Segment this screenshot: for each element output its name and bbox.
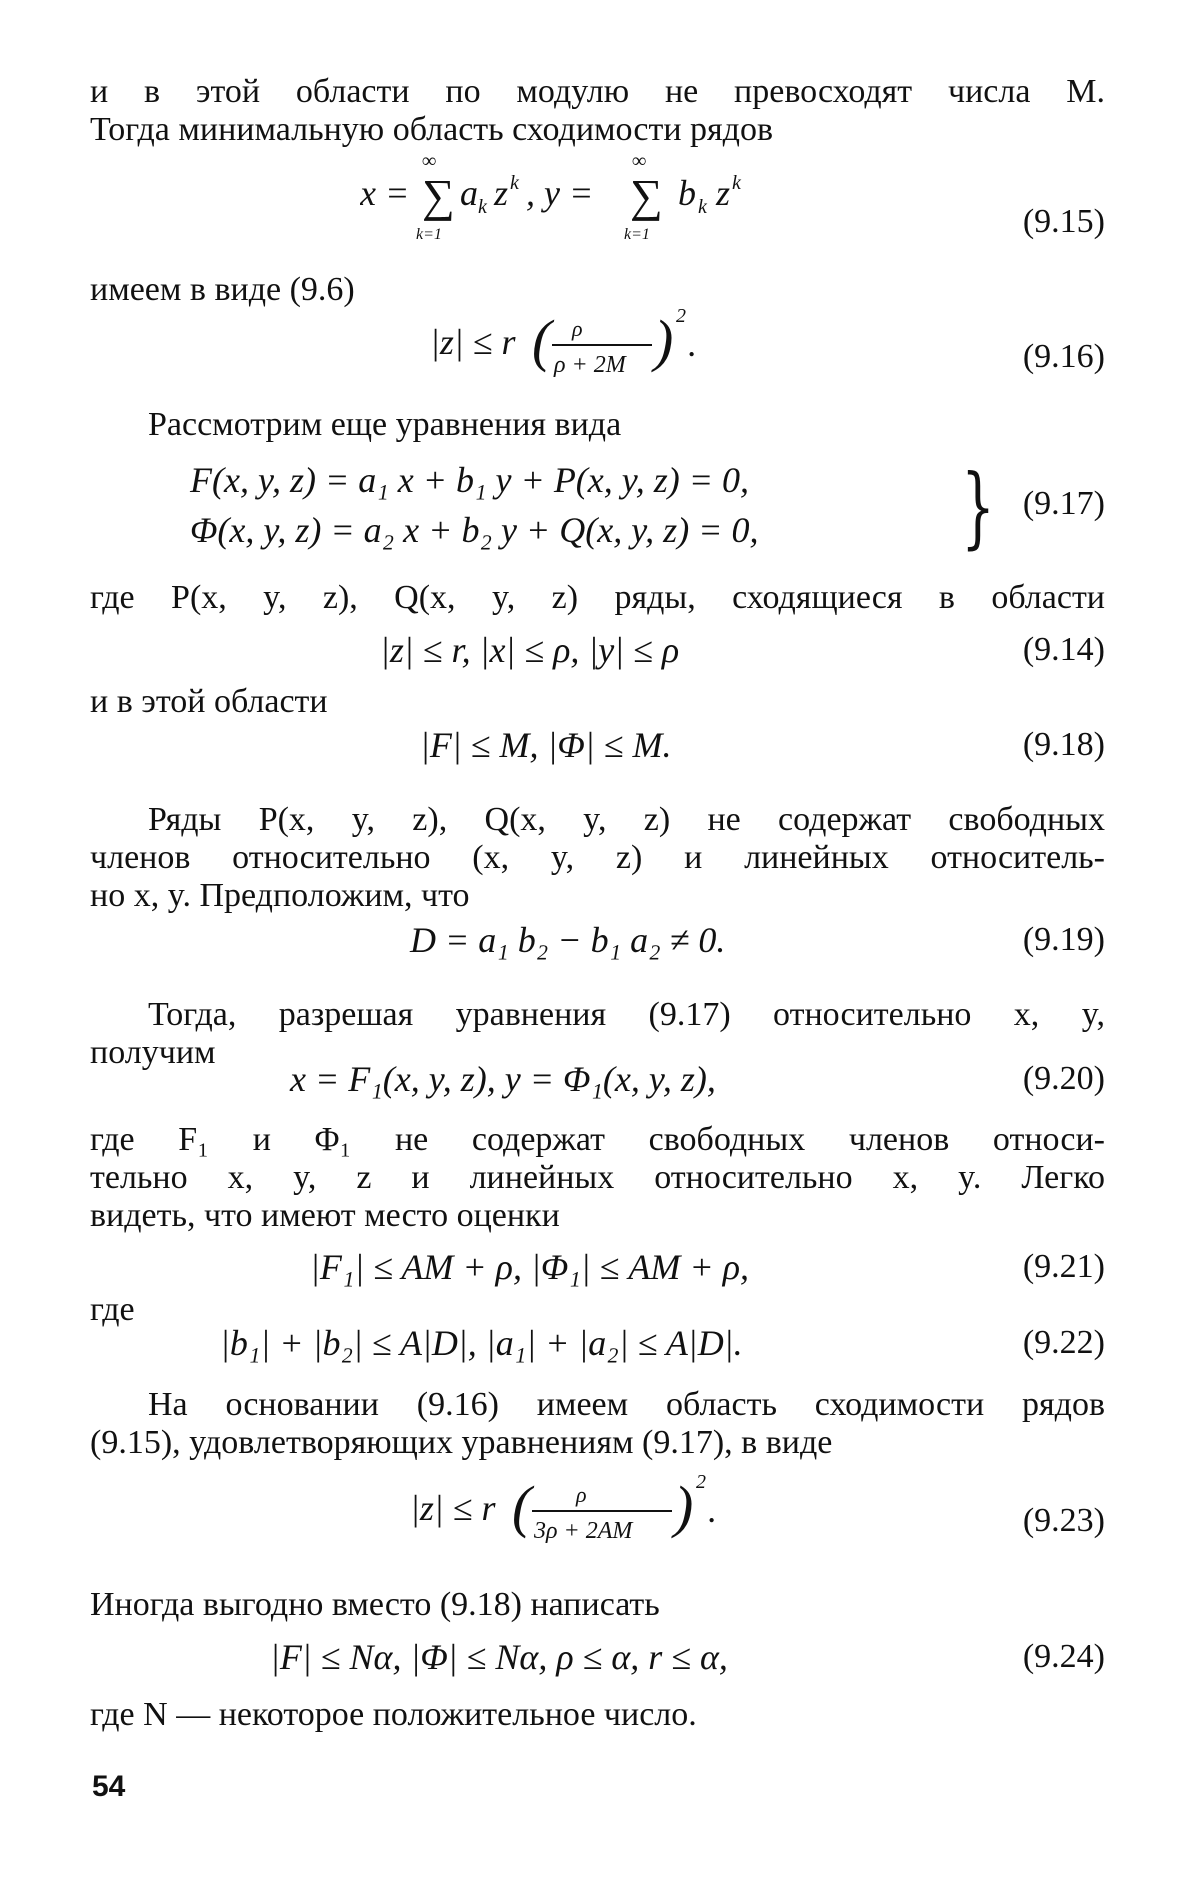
text-line-14: видеть, что имеют место оценки: [90, 1197, 560, 1234]
equation-9-19: [90, 915, 1105, 965]
equation-number: (9.19): [1022, 921, 1105, 958]
equation-number: (9.20): [1022, 1060, 1105, 1097]
equation-number: (9.17): [1022, 485, 1105, 522]
text-line-6: и в этой области: [90, 683, 328, 720]
text-line-5: где P(x, y, z), Q(x, y, z) ряды, сходящиеся в области: [90, 579, 1105, 616]
equation-body: |F₁| ≤ AM + ρ, |Φ₁| ≤ AM + ρ,: [310, 1247, 749, 1287]
text-line-15: где: [90, 1291, 135, 1328]
text-line-13: тельно x, y, z и линейных относительно x, y. Легко: [90, 1159, 1105, 1196]
equation-number: (9.15): [1022, 203, 1105, 240]
text-line-8: членов относительно (x, y, z) и линейных относитель-: [90, 839, 1105, 876]
svg-text:|z| ≤ r: |z| ≤ r: [430, 322, 516, 362]
equation-number: (9.21): [1022, 1248, 1105, 1285]
svg-text:z: z: [494, 173, 509, 213]
svg-text:(: (: [532, 308, 552, 373]
svg-text:k: k: [732, 172, 741, 194]
svg-text:|z| ≤ r: |z| ≤ r: [410, 1488, 496, 1528]
svg-text:∑: ∑: [630, 170, 663, 221]
text-line-17: (9.15), удовлетворяющих уравнениям (9.17), в виде: [90, 1424, 833, 1461]
text-line-4: Рассмотрим еще уравнения вида: [148, 406, 622, 443]
svg-text:ρ: ρ: [576, 1482, 587, 1507]
svg-text:z: z: [716, 173, 731, 213]
svg-text:, y =: , y =: [526, 173, 594, 213]
svg-text:): ): [674, 1474, 694, 1539]
text-line-19: где N — некоторое положительное число.: [90, 1696, 697, 1733]
equation-9-22: [90, 1318, 1105, 1368]
text-line-10: Тогда, разрешая уравнения (9.17) относительно x, y,: [148, 996, 1105, 1033]
equation-9-21: [90, 1242, 1105, 1292]
equation-number: (9.16): [1022, 338, 1105, 375]
svg-text:∞: ∞: [632, 153, 647, 172]
text-line-9: но x, y. Предположим, что: [90, 877, 470, 914]
svg-text:k: k: [510, 172, 519, 194]
equation-9-17: [90, 455, 1105, 565]
svg-text:.: .: [688, 324, 697, 364]
equation-9-16: [90, 305, 1105, 390]
svg-text:k: k: [478, 196, 487, 218]
equation-body: |F| ≤ M, |Φ| ≤ M.: [420, 725, 672, 765]
equation-9-23-graphic: [410, 1466, 790, 1561]
svg-text:k=1: k=1: [624, 226, 650, 243]
svg-text:ρ: ρ: [572, 316, 583, 341]
equation-row-2: Φ(x, y, z) = a₂ x + b₂ y + Q(x, y, z) = 0,: [190, 510, 759, 550]
equation-number: (9.14): [1022, 631, 1105, 668]
text-line-1: и в этой области по модулю не превосходят числа M.: [90, 73, 1105, 110]
equation-body: D = a₁ b₂ − b₁ a₂ ≠ 0.: [410, 920, 726, 960]
equation-9-14: [90, 625, 1105, 675]
equation-9-15: [90, 153, 1105, 255]
right-brace: }: [961, 455, 995, 558]
svg-text:ρ + 2M: ρ + 2M: [554, 352, 626, 378]
text-line-12: где F₁ и Φ₁ не содержат свободных членов относи-: [90, 1121, 1105, 1158]
equation-9-18: [90, 720, 1105, 770]
equation-row-1: F(x, y, z) = a₁ x + b₁ y + P(x, y, z) = 0,: [190, 460, 750, 500]
svg-text:∑: ∑: [422, 170, 455, 221]
svg-text:k: k: [698, 196, 707, 218]
equation-body: |F| ≤ Nα, |Φ| ≤ Nα, ρ ≤ α, r ≤ α,: [270, 1637, 728, 1677]
text-line-16: На основании (9.16) имеем область сходимости рядов: [148, 1386, 1105, 1423]
text-line-2: Тогда минимальную область сходимости рядов: [90, 111, 774, 148]
equation-number: (9.23): [1022, 1502, 1105, 1539]
svg-text:2: 2: [676, 305, 686, 327]
text-line-3: имеем в виде (9.6): [90, 271, 355, 308]
equation-9-16-graphic: [430, 300, 770, 395]
text-line-7: Ряды P(x, y, z), Q(x, y, z) не содержат свободных: [148, 801, 1105, 838]
svg-text:∞: ∞: [422, 153, 437, 172]
equation-body: |b₁| + |b₂| ≤ A|D|, |a₁| + |a₂| ≤ A|D|.: [220, 1323, 743, 1363]
equation-9-23: [90, 1472, 1105, 1552]
svg-text:(: (: [512, 1474, 532, 1539]
page-number: 54: [92, 1770, 126, 1803]
equation-9-24: [90, 1632, 1105, 1682]
equation-body: |z| ≤ r, |x| ≤ ρ, |y| ≤ ρ: [380, 630, 680, 670]
equation-body: x = F₁(x, y, z), y = Φ₁(x, y, z),: [290, 1059, 716, 1099]
equation-9-15-graphic: [360, 153, 880, 263]
text-line-11: получим: [90, 1034, 216, 1071]
svg-text:a: a: [460, 173, 478, 213]
equation-9-20: [90, 1050, 1105, 1100]
text-line-18: Иногда выгодно вместо (9.18) написать: [90, 1586, 660, 1623]
svg-text:): ): [654, 308, 674, 373]
equation-number: (9.24): [1022, 1638, 1105, 1675]
svg-text:2: 2: [696, 1471, 706, 1493]
svg-text:k=1: k=1: [416, 226, 442, 243]
svg-text:x =: x =: [360, 173, 410, 213]
svg-text:3ρ + 2AM: 3ρ + 2AM: [534, 1518, 633, 1544]
svg-text:.: .: [708, 1490, 717, 1530]
equation-number: (9.22): [1022, 1324, 1105, 1361]
svg-text:b: b: [678, 173, 696, 213]
equation-number: (9.18): [1022, 726, 1105, 763]
